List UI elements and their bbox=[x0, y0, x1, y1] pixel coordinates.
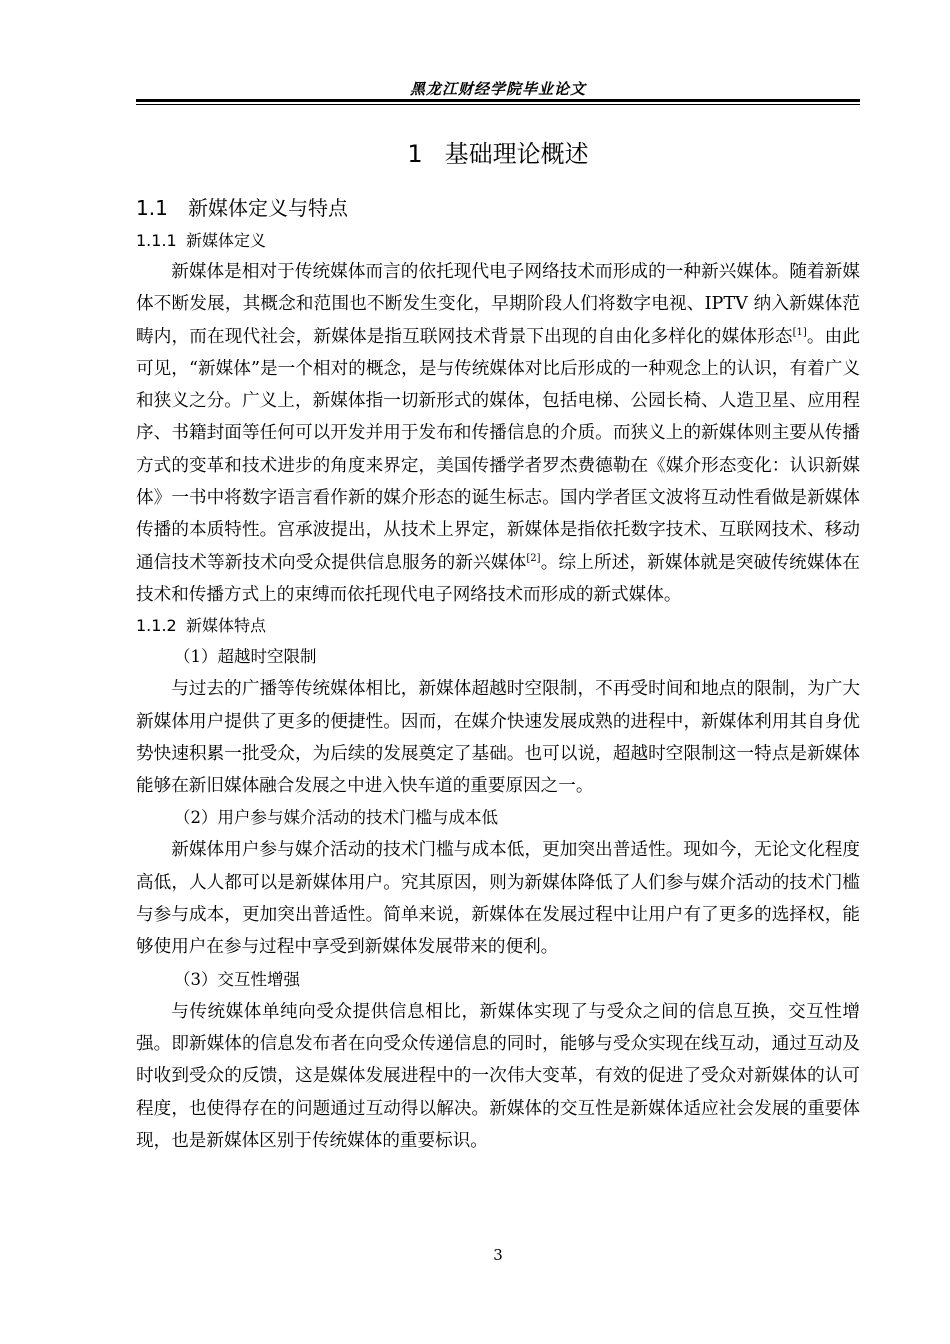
subsection-number: 1.1.1 bbox=[136, 231, 177, 250]
item-1-title: （1）超越时空限制 bbox=[174, 647, 317, 667]
page-number: 3 bbox=[493, 1246, 503, 1264]
subsection-number: 1.1.2 bbox=[136, 616, 177, 636]
item-3-title: （3）交互性增强 bbox=[174, 969, 300, 989]
item-1-paragraph: 与过去的广播等传统媒体相比，新媒体超越时空限制，不再受时间和地点的限制，为广大新媒体用户提供了更多的便捷性。因而，在媒介快速发展成熟的进程中，新媒体利用其自身优势快速积累一批受众，为后续的发展奠定了基础。也可以说，超越时空限制这一特点是新媒体能够在新旧媒体融合发展之中进入快车道的重要原因之一。 bbox=[136, 679, 860, 797]
citation-1: [1] bbox=[792, 326, 807, 338]
paragraph-text: 新媒体是相对于传统媒体而言的依托现代电子网络技术而形成的一种新兴媒体。随着新媒体不断发展，其概念和范围也不断发生变化，早期阶段人们将数字电视、IPTV 纳入新媒体范畴内，而在现代社会，新媒体是指互联网技术背景下出现的自由化多样化的媒体形态 bbox=[136, 262, 860, 347]
paragraph-definition bbox=[136, 256, 860, 611]
chapter-heading bbox=[136, 134, 860, 169]
subsection-title: 新媒体定义 bbox=[186, 231, 267, 250]
section-number: 1.1 bbox=[136, 196, 168, 220]
subsection-heading-1-1-1 bbox=[136, 226, 860, 256]
item-2-title: （2）用户参与媒介活动的技术门槛与成本低 bbox=[174, 808, 498, 828]
paragraph-text: 。综上所述，新媒体就是突破传统媒体在技术和传播方式上的束缚而依托现代电子网络技术而形成的新式媒体。 bbox=[136, 552, 860, 605]
section-title: 新媒体定义与特点 bbox=[188, 196, 348, 220]
subsection-heading-1-1-2 bbox=[136, 611, 860, 641]
header-rule-thin bbox=[136, 104, 860, 105]
body-content bbox=[136, 190, 860, 1157]
chapter-title: 基础理论概述 bbox=[444, 140, 589, 168]
subsection-title: 新媒体特点 bbox=[186, 616, 267, 636]
item-2-paragraph: 新媒体用户参与媒介活动的技术门槛与成本低，更加突出普适性。现如今，无论文化程度高低，人人都可以是新媒体用户。究其原因，则为新媒体降低了人们参与媒介活动的技术门槛与参与成本，更加突出普适性。简单来说，新媒体在发展过程中让用户有了更多的选择权，能够使用户在参与过程中享受到新媒体发展带来的便利。 bbox=[136, 840, 860, 958]
citation-2: [2] bbox=[526, 552, 541, 564]
item-3-paragraph: 与传统媒体单纯向受众提供信息相比，新媒体实现了与受众之间的信息互换，交互性增强。即新媒体的信息发布者在向受众传递信息的同时，能够与受众实现在线互动，通过互动及时收到受众的反馈，这是媒体发展进程中的一次伟大变革，有效的促进了受众对新媒体的认可程度，也使得存在的问题通过互动得以解决。新媒体的交互性是新媒体适应社会发展的重要体现，也是新媒体区别于传统媒体的重要标识。 bbox=[136, 1001, 860, 1151]
paragraph-text: 。由此可见，“新媒体”是一个相对的概念，是与传统媒体对比后形成的一种观念上的认识，有着广义和狭义之分。广义上，新媒体指一切新形式的媒体，包括电梯、公园长椅、人造卫星、应用程序、书籍封面等任何可以开发并用于发布和传播信息的介质。而狭义上的新媒体则主要从传播方式的变革和技术进步的角度来界定，美国传播学者罗杰费德勒在《媒介形态变化：认识新媒体》一书中将数字语言看作新的媒介形态的诞生标志。国内学者匡文波将互动性看做是新媒体传播的本质特性。宫承波提出，从技术上界定，新媒体是指依托数字技术、互联网技术、移动通信技术等新技术向受众提供信息服务的新兴媒体 bbox=[136, 326, 860, 573]
header-rule-thick bbox=[136, 99, 860, 102]
section-heading-1-1 bbox=[136, 190, 860, 226]
chapter-number: 1 bbox=[407, 140, 423, 168]
running-header: 黑龙江财经学院毕业论文 bbox=[409, 80, 586, 98]
